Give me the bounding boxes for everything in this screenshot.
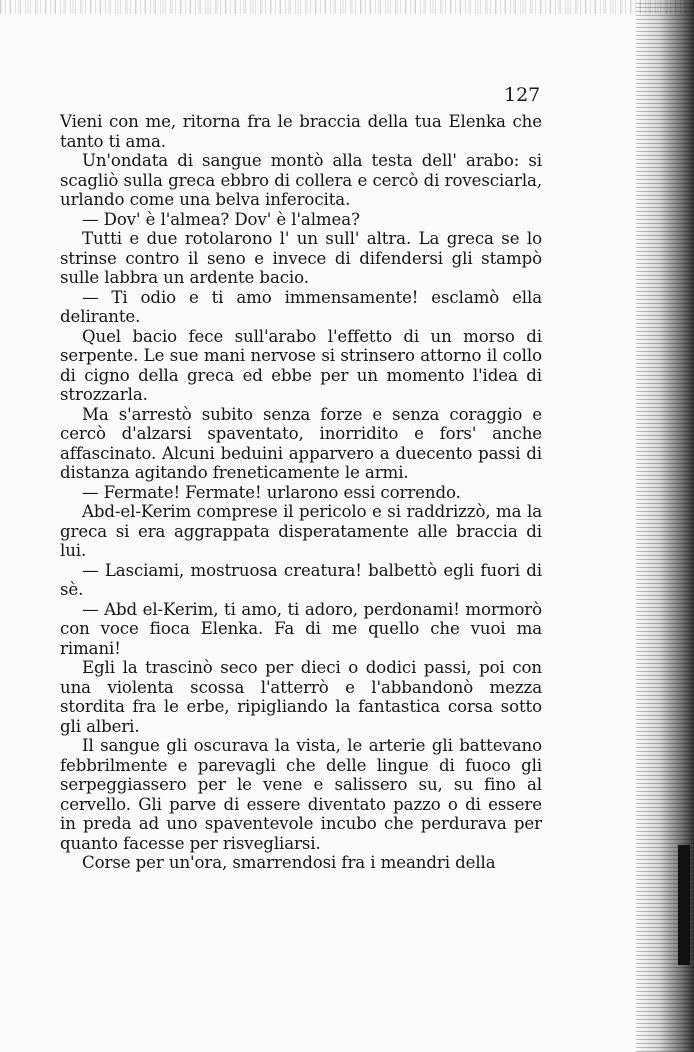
paragraph: Quel bacio fece sull'arabo l'effetto di un morso di serpente. Le sue mani nervose si strinsero attorno il collo di cigno della greca ed ebbe per un momento l'idea di strozzarla. [60,326,542,404]
paragraph: Corse per un'ora, smarrendosi fra i meandri della [82,853,496,872]
paragraph: Ma s'arrestò subito senza forze e senza coraggio e cercò d'alzarsi spaventato, inorridito e fors' anche affascinato. Alcuni beduini apparvero a duecento passi di distanza agitando freneticamente le armi. [60,404,542,482]
paragraph: — Dov' è l'almea? Dov' è l'almea? [82,209,360,229]
paragraph: — Ti odio e ti amo immensamente! esclamò ella delirante. [60,287,542,326]
paragraph: Vieni con me, ritorna fra le braccia della tua Elenka che tanto ti ama. [60,112,542,151]
body-text [60,112,542,873]
paragraph: — Abd el-Kerim, ti amo, ti adoro, perdonami! mormorò con voce fioca Elenka. Fa di me quello che vuoi ma rimani! [60,599,542,658]
page-number: 127 [504,84,541,106]
scan-top-margin [0,0,694,14]
paragraph: Tutti e due rotolarono l' un sull' altra. La greca se lo strinse contro il seno e invece di difendersi gli stampò sulle labbra un ardente bacio. [60,229,542,287]
paragraph: — Lasciami, mostruosa creatura! balbettò egli fuori di sè. [60,560,542,599]
paragraph: Egli la trascinò seco per dieci o dodici passi, poi con una violenta scossa l'atterrò e l'abbandonò mezza stordita fra le erbe, ripigliando la fantastica corsa sotto gli alberi. [60,658,542,736]
paragraph: Il sangue gli oscurava la vista, le arterie gli battevano febbrilmente e parevagli che delle lingue di fuoco gli serpeggiassero per le vene e salissero su, su fino al cervello. Gli parve di essere diventato pazzo o di essere in preda ad uno spaventevole incubo che perdurava per quanto facesse per risvegliarsi. [60,736,542,853]
scan-edge-mark [678,845,690,965]
scan-right-edge [636,0,694,1052]
paragraph: — Fermate! Fermate! urlarono essi correndo. [82,482,461,502]
paragraph: Un'ondata di sangue montò alla testa dell' arabo: si scagliò sulla greca ebbro di collera e cercò di rovesciarla, urlando come una belva inferocita. [60,151,542,209]
paragraph: Abd-el-Kerim comprese il pericolo e si raddrizzò, ma la greca si era aggrappata disperatamente alle braccia di lui. [60,502,542,560]
